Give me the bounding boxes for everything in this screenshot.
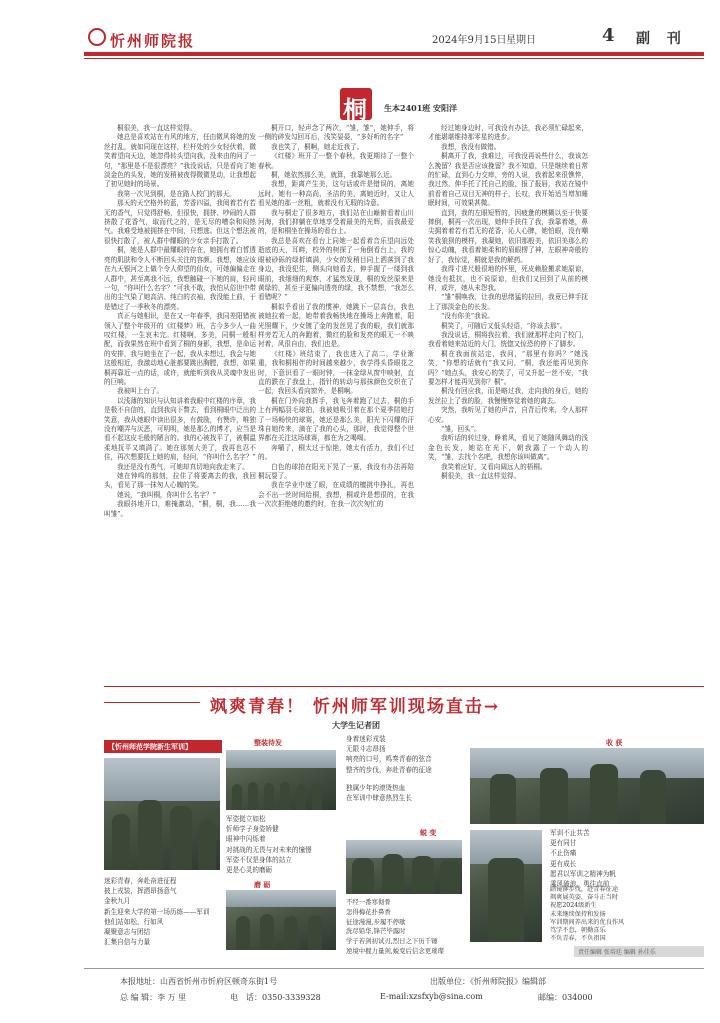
photo-figure [284,916,298,950]
photo-figure [264,783,274,810]
footer-email: E-mail:xzsfxyb@sina.com [380,992,483,1001]
photo-figure [382,854,404,894]
feature-tag-temper: 磨 砺 [254,880,271,889]
footer-editor: 总 编 辑：李 万 里 [120,993,187,1002]
photo-formation [226,750,336,810]
paragraph: 桐在我面前站定，我问，“那里有你吗？”她浅笑，“你想的话就有”我又问，“桐，我还能再见到你吗？”她点头，我安心的笑了，可又升起一丝不安，“我要怎样才能再见到你？桐”。 [428,349,588,386]
footer-postcode: 邮编：034000 [538,993,593,1002]
photo-figure [198,820,216,870]
photo-figure [540,768,568,824]
paragraph: 直到，我的左眼短暂的，因疲惫的模糊以至于快要摔倒，桐再一次出现，她伸手扶住了我，我靠着她，鼻尖拥着着若有若无的花香，沁人心脾，她怕眼，没有嘲笑我狼狈的模样，我凝她，依旧那般美，依旧美那么的惊心动魄，我看着她柔和的眉眼楞了神，左眼神奇般的好了，我惊觉，桐就是我的解药。 [428,208,588,264]
paragraph: 桐笑了，可随后又低头轻语，“你该去那”。 [441,321,567,330]
poem-mid-2: 不经一番寒彻骨 怎得梅花扑鼻香 征途漫漫,步履不停歇 洗尽铅华,锋芒毕露时 学子若剑初试刃,烈日之下历千锤 逆境中握力量剑,蜕变后信念更璀璨 [346,898,444,955]
poem-right-1: 军训不止共苦 更有同甘 不止伤痛 更有成长 愿君以军训之精神为帆 乘风破浪，勇往直前 [550,829,616,889]
paragraph: “雏”桐唤我，让我的思绪猛的拉回，我竟已伸手抚上了那淡金色的长发。 [428,293,588,311]
paragraph: 我笑着应好，又看向阔远人的梧桐。 [441,462,547,471]
paragraph: 我总是喜欢在看台上同她一起看着音乐望向远处逝底的天，耳畔，校外的树探了一角倒看台上，我的眼被砂砾的绿折填满，少女的发稍目同上洒落到了我身边，我没犯住，侧头向她看去，伸手握了一缕到我眼前，我细细的观察，才猛然发现，桐的发丝原来是黄绿的，甚至于更偏向透亮的绿，我不禁想，“我怎么看错呢？” [258,236,414,302]
paragraph: 桐，她依然那么美，就算，我靠她那么近。 [271,171,397,180]
photo-figure [412,856,434,894]
photo-figure [308,915,322,950]
paragraph: 她说，“我叫桐，你叫什么名字？” [117,490,217,499]
paragraph: 白色的球拍在阳光下晃了一夏，我没有办法再陪桐玩耍了。 [258,462,414,481]
photo-figure [232,784,242,810]
masthead-rule-thin [84,58,704,59]
school-seal-icon [88,28,106,46]
paragraph: 她在钟鸣的那刻，拉住了将要离去的我，我回头，看见了那一抹匆人心魄的笑。 [104,472,256,490]
photo-sky [226,750,336,768]
paragraph: 我还是没有勇气，可她却真切地向我走来了。 [117,462,249,471]
paragraph: 《红楼》班开了一整个春秋，我更期待了一整个春秋。 [258,152,414,170]
paragraph: 我与桐走了很多地方，我们站在山巅俯看着山川河海，我们抑躺在草地享受着最美的光辉，而我最爱的，是和桐坐在操场的看台上。 [258,208,414,236]
paragraph: 桐在门外向我挥手，我飞奔着跑了过去，桐的手上有两幅羽毛球拍，我被她吸引着在那个夏季陪她打了一场畅快的球赛，她还是那么美，阳光下闪耀的汗珠自她传来，滴在了我的心头，那时，我觉得整个世界都在关注这场球赛，都在为之喝喝。 [258,396,414,443]
poem-mid-1: 军姿挺立如松 忻师学子身姿矫健 眼神中闪烁着 对挑战的无畏与对未来的憧憬 军姿不仅是身体的站立 更是心灵的磨砺 [226,815,312,875]
article-title: 桐 [343,95,367,124]
paragraph: 她总是喜欢站在有风的地方，任由微风将她的发丝打乱，就如同现在这样，栏杆处的少女轻伏着，微笑着望向天边，她忽得转头望向我，没来由的问了一句，“那里是不是很漂亮？”我没说话，只是看向了她淡金色的头发，她的发稍被夜得微微晃动，让我想起了初见她时的场景。 [104,133,256,189]
feature-tag-main: 【忻州师范学院新生军训】 [104,740,222,753]
photo-figure [170,806,192,870]
photo-figure [138,800,162,870]
paragraph: 突然，我听见了她的声音，自背后传来，令人那样心安。 [428,406,588,424]
footer-rule [84,968,704,969]
paragraph: 我也笑了，桐啊，她走近我了。 [271,142,364,151]
photo-figure [488,858,524,942]
paragraph: 我眼抖地开口，难掩激动，“桐，桐，我……我叫雏”。 [104,500,256,518]
photo-sky [346,840,462,858]
paragraph: 桐似乎看出了我的惯神，她跳下一层高台，我也被她拉着一起，她带着我畅快地在操场上奔跑着，阳光照耀下，少女镀了金的发丝晃了我的眼，我们就那样旁若无人的奔跑着，微红的脸和发亮的眼无一不映衬着，风很自由，我们也是。 [258,302,414,349]
paragraph: 桐离开了我，我难过，可我没再说些什么，我该怎么挽留？我是否应该挽留？我不知道，只是继续着日常的忙碌，直到心力交瘁，旁的人说，我着起来很憔悴，我过然，伸手托了托自己的脸，报了报唇，我站在镜中前看着自己双目无神的样子，长叹，我开始适当增加睡眠时间，可效果甚微。 [428,152,588,208]
paragraph: 我在学业中迷了眼，在成绩的檀挑中挣扎，再也会不出一丝时间给桐，我想，桐或许是想很的，在我一次次拒绝她的邀约时，在我一次次匆忙的 [258,481,414,509]
photo-figure [280,782,290,810]
photo-cadets-saluting [104,758,220,870]
photo-cadets-close [346,840,462,894]
paragraph: 桐很美，我一直这样觉得。 [441,472,521,481]
feature-tag-neat: 整装待发 [254,738,282,747]
feature-tag-transform: 蜕 变 [420,828,437,837]
poem-right-2: 踏镜铆步伐，赴青春征途 飒爽展英姿，奋斗正当时 祝愿2024级新生 未来继续保持和发扬 军训期间养出来的优良作风 笃学不怠，朝勤喜乐 不负青春，不负祖国 [550,886,625,943]
paragraph: 我想，我没有做错。 [441,142,501,151]
photo-instructor [470,748,704,824]
banner-line [104,702,200,703]
paragraph: 《红楼》班结束了，我也进入了高二，学业渐重，我和桐相伴的时间越来越少，我学得头昏眼花之时，下意识看了一眼时钟，一抹金绿从窗中映射，直直的跌在了我盘上，指针的转动与那抹颜色交织在了一起，我回头看向窗外，是桐啊。 [258,349,414,396]
photo-sky [104,758,220,801]
photo-figure [260,914,274,950]
photo-figure [352,858,374,894]
feature-reporters: 大学生记者团 [332,720,380,730]
paragraph: 以浅薄的知识与认知讲着我眼中红楼的序章，我是极不自信的，直到我向下瞥去，看到桐眼中泛出的笑意，我从她眼中读出很多，有鼓励，有赞许，唯独没有嘲弄与厌恶，可明明，她是那么的博才，应当是看不起这皮毛般的陋言的。我的心被找平了，被桐温柔地抚平又填满了。她在那刻大美了，我再也忍不住，再次想要抚上她的肩，轻问，“你叫什么名字？” [104,396,256,462]
photo-figure [640,770,666,824]
paragraph: 我得寸进尺般很地的怀里，死皮赖脸搬求她原谅，她没有抵抗，也不说原谅，但我们又回到了从前的模样，或许，她从未怨我。 [428,265,588,292]
paragraph: 我听话的转过身，睁着风，看见了她随风舞动的浅金色长发，她站在光下，朝我露了一个动人的笑，“雏，去找个名吧，我想你该叫做离”。 [428,434,588,462]
paragraph: 经过她身边时，可我没有办法，我必须忙碌起来，才能堪堪维持那零星的进步。 [428,124,588,142]
feature-tag-harvest: 收 获 [606,738,623,747]
photo-figure [440,860,460,894]
footer-publisher: 出版单位：《忻州师院报》编辑部 [430,977,546,986]
section-divider [104,686,704,687]
article-column-2 [258,124,414,732]
paragraph: 我第一次见到桐，是在路人校门的那天。 [117,189,236,198]
paragraph: 真正与她相识，是在又一年春季，我同差阳错被领入了整个年级开的《红楼梦》班，古今多少人一曲叹红楼，一生哀未完。红楼啊，多美，同桐一般相配，而我果然在班中看到了桐的身影，我想，是命运的安排，我与她坐在了一起，我从未想过，我会与她这般相近，我激动地心脏都要跳出胸膛，我想，如果桐再靠近一点的话，或许，就能听到我从灵魂中发出的巨响。 [104,312,256,386]
photo-figure [490,774,516,824]
paragraph: 我没说话，桐将我拉着，我们就那样走向了校门，我看着她来站近的大门，恍惚又惊恐的停下了脚步。 [428,330,588,349]
photo-figure [248,782,258,810]
footer-address: 本报地址：山西省忻州市忻府区顿奇东街1号 [120,977,278,986]
page-number: 4 [602,25,615,46]
newspaper-logo: 忻州师院报 [110,32,196,50]
paragraph: “没有你美”我说。 [441,312,494,321]
photo-figure [112,814,130,870]
paragraph: 桐没有回应我，而是略过我，走向我的身后，她的发丝拉上了我的脸，我慢慢察觉着她的离去。 [428,387,588,405]
paragraph: 桐开口，轻声念了两次，“雏，雏”，她伸手，将一侧的碎发勾回耳后，浅笑晏晏，“多好听的名字” [258,124,414,142]
paragraph: 桐，她是人群中最耀眼的存在，她拥有着白皙透亮的肌肤和令人不断回头关注的容颜。我想，她应该在九天银河之上做个令人仰望的仙女，可她偏偏走在人群中，甚至离我不远，我想触碰一下她的肩，轻问一句，“你叫什么名字？”可我不敢，我怕从俗世中带出的尘气染了她高洁、纯白的衣袖，我没能上前，于是错过了一季秋冬的漂亮。 [104,246,256,311]
issue-date: 2024年9月15日 [432,35,507,46]
paragraph: 我被叫上台了。 [117,387,164,396]
paragraph: “雏，回头”。 [441,425,481,433]
photo-figure [296,784,306,810]
paragraph: 奔嚼了，桐太过于惊艳，她太有活力，我们不过的。 [258,443,414,462]
paragraph: 那天的天空格外的蓝，芳香四溢，我阅着若有若无的香气，只觉得舒畅，但很快，拥挤、吵闹的人群挤散了花香气，取而代之的，是无尽的嘈杂和闷热气。我难受地被拥挤在中间，只想逃。但这个想法被很快打散了，被人群中耀眼的少女亲手打散了。 [104,199,256,245]
paragraph: 桐很美，我一直这样觉得。 [117,124,197,132]
issue-weekday: 星期日 [506,35,536,46]
photo-figure [590,764,618,824]
photo-cadet-portrait [470,830,542,942]
feature-banner: 飒爽青春！ 忻州师军训现场直击→ [210,697,501,717]
article-byline: 生本2401班 安阳洋 [384,103,458,113]
photo-drill [226,890,336,950]
editor-credit: 责任编辑 张培廷 编辑 孙佳乐 [574,946,704,957]
footer-phone: 电 话：0350-3339328 [230,993,321,1002]
photo-figure [312,783,322,810]
article-column-3 [428,124,588,732]
paragraph: 我想，距离产生美，这句话或许是错误的，离她远时，她有一种高尚、圣洁的美，离她近时，又让人看见她的那一丝粗，就着没有无瑕的诗意。 [258,180,414,208]
photo-figure [236,916,250,950]
poem-left: 迷彩青春，奔赴奋进征程 披上戎装，挥洒昂扬意气 金秋九月 新生迎来大学的第一场历练——军训 他们站如松，行如风 凝聚意志与团结 汇集自信与力量 [104,877,210,947]
photo-sky [226,890,336,907]
masthead-rule [84,52,704,56]
poem-top: 身着迷彩戎装 无限斗志昂扬 响亮的口号，鸣奏青春的弦音 整齐的步伐，奔赴青春的征途 独属少年的滚烫热血 在军训中肆意热烈生长 [346,735,432,803]
section-title: 副 刊 [636,31,687,47]
